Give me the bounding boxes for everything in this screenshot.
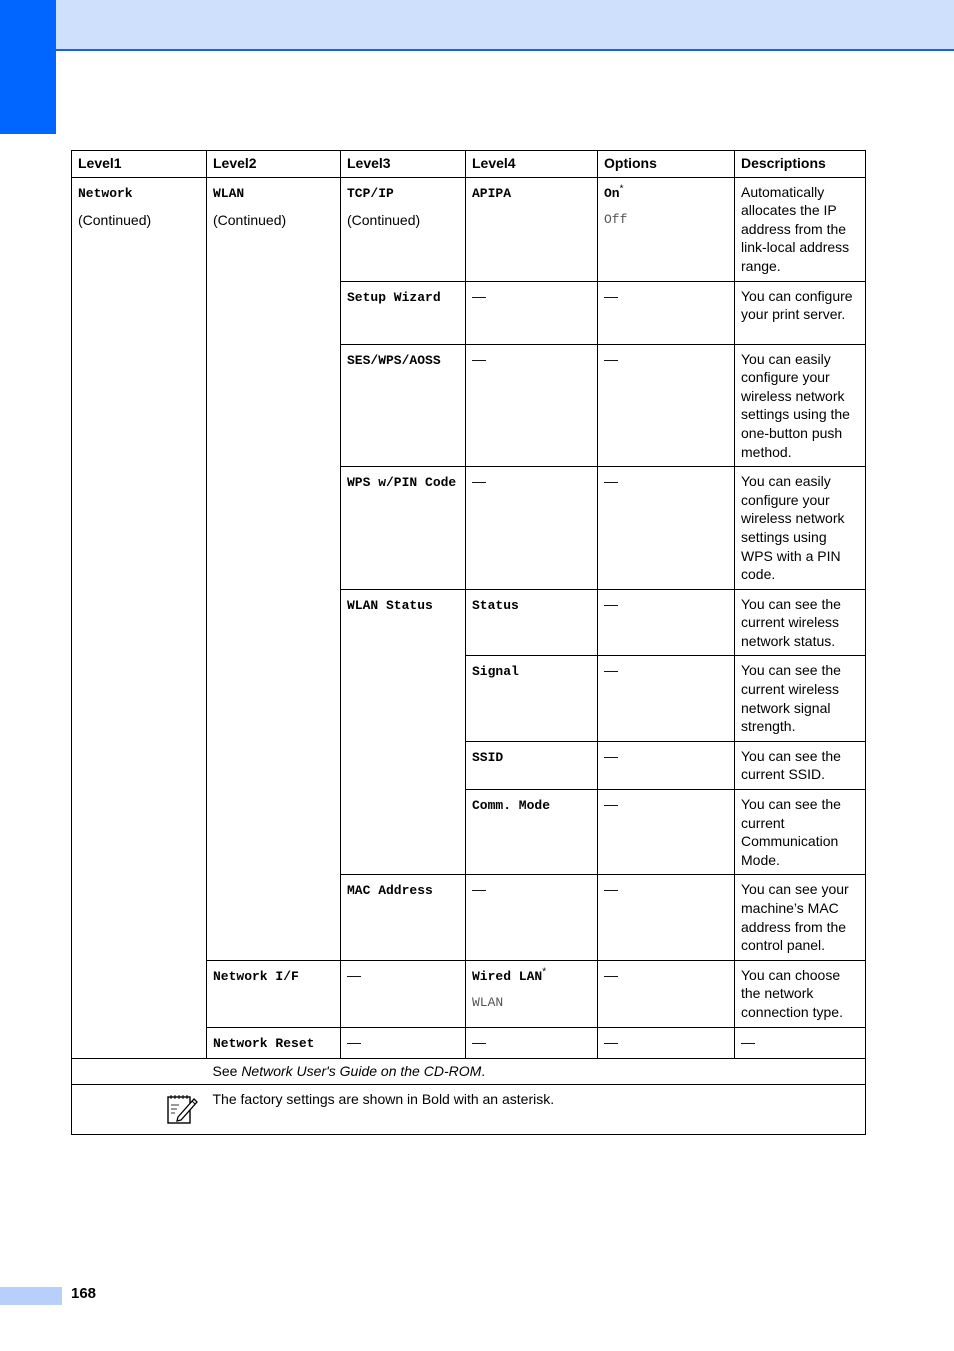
see-guide-note: See Network User's Guide on the CD-ROM. bbox=[207, 1059, 866, 1085]
header-descriptions: Descriptions bbox=[735, 151, 866, 178]
footnote-text: The factory settings are shown in Bold with an asterisk. bbox=[207, 1084, 866, 1135]
options-cell: — bbox=[598, 589, 735, 656]
level2-network-if: Network I/F bbox=[213, 968, 299, 984]
level3-cell bbox=[341, 177, 466, 281]
level1-cell bbox=[72, 177, 207, 1059]
description-cell: You can see the current Communication Mode. bbox=[735, 790, 866, 875]
description-cell: You can configure your print server. bbox=[735, 281, 866, 344]
level2-cell bbox=[207, 177, 341, 960]
settings-menu-table bbox=[71, 150, 866, 1135]
level1-continued: (Continued) bbox=[78, 212, 152, 229]
level1-name: Network bbox=[78, 185, 133, 201]
level3-wps-pin: WPS w/PIN Code bbox=[347, 475, 457, 491]
level3-cell: — bbox=[341, 1027, 466, 1059]
option-other: Off bbox=[604, 212, 628, 228]
default-asterisk: * bbox=[619, 182, 624, 194]
options-cell: — bbox=[598, 1027, 735, 1059]
header-level4: Level4 bbox=[466, 151, 598, 178]
level4-cell: — bbox=[466, 344, 598, 467]
options-cell: — bbox=[598, 281, 735, 344]
level3-cell: — bbox=[341, 960, 466, 1027]
level3-ses-wps-aoss: SES/WPS/AOSS bbox=[347, 352, 441, 368]
option-default: On bbox=[604, 185, 620, 201]
level3-tcpip: TCP/IP bbox=[347, 185, 394, 201]
description-cell: You can see your machine’s MAC address from the control panel. bbox=[735, 875, 866, 960]
options-cell: — bbox=[598, 344, 735, 467]
level2-network-reset: Network Reset bbox=[213, 1035, 315, 1051]
see-guide-row bbox=[72, 1059, 866, 1085]
footnote-row bbox=[72, 1084, 866, 1135]
description-cell: You can easily configure your wireless network settings using WPS with a PIN code. bbox=[735, 467, 866, 590]
page-number: 168 bbox=[71, 1285, 97, 1302]
option-wired-lan: Wired LAN bbox=[472, 968, 543, 984]
level3-mac-address: MAC Address bbox=[347, 883, 433, 899]
level4-signal: Signal bbox=[472, 664, 519, 680]
level4-cell: — bbox=[466, 281, 598, 344]
options-cell: — bbox=[598, 467, 735, 590]
page-number-tab bbox=[0, 1287, 62, 1305]
level4-cell bbox=[466, 960, 598, 1027]
options-cell bbox=[598, 177, 735, 281]
level4-cell: — bbox=[466, 467, 598, 590]
description-cell: You can easily configure your wireless network settings using the one-button push method. bbox=[735, 344, 866, 467]
level4-cell bbox=[466, 177, 598, 281]
header-level3: Level3 bbox=[341, 151, 466, 178]
header-options: Options bbox=[598, 151, 735, 178]
level2-name: WLAN bbox=[213, 185, 245, 201]
description-cell: — bbox=[735, 1027, 866, 1059]
level4-ssid: SSID bbox=[472, 749, 504, 765]
options-cell: — bbox=[598, 790, 735, 875]
description-cell: You can see the current SSID. bbox=[735, 741, 866, 789]
level4-comm-mode: Comm. Mode bbox=[472, 798, 551, 814]
header-band bbox=[0, 0, 954, 51]
description-cell: Automatically allocates the IP address from the link-local address range. bbox=[735, 177, 866, 281]
level4-status: Status bbox=[472, 597, 519, 613]
level3-continued: (Continued) bbox=[347, 212, 421, 229]
header-level2: Level2 bbox=[207, 151, 341, 178]
level4-apipa: APIPA bbox=[472, 185, 512, 201]
description-cell: You can choose the network connection type. bbox=[735, 960, 866, 1027]
note-icon-cell bbox=[72, 1084, 207, 1135]
level2-continued: (Continued) bbox=[213, 212, 287, 229]
chapter-tab-marker bbox=[0, 0, 56, 134]
description-cell: You can see the current wireless network signal strength. bbox=[735, 656, 866, 741]
header-level1: Level1 bbox=[72, 151, 207, 178]
option-wlan: WLAN bbox=[472, 995, 504, 1011]
table-header-row bbox=[72, 151, 866, 178]
guide-title: Network User's Guide on the CD-ROM bbox=[241, 1063, 482, 1080]
table-row bbox=[72, 177, 866, 281]
default-asterisk: * bbox=[542, 966, 547, 978]
level4-cell: — bbox=[466, 875, 598, 960]
options-cell: — bbox=[598, 960, 735, 1027]
level4-cell: — bbox=[466, 1027, 598, 1059]
level3-setup-wizard: Setup Wizard bbox=[347, 289, 441, 305]
options-cell: — bbox=[598, 741, 735, 789]
description-cell: You can see the current wireless network status. bbox=[735, 589, 866, 656]
options-cell: — bbox=[598, 875, 735, 960]
level3-wlan-status: WLAN Status bbox=[347, 597, 433, 613]
note-pencil-icon bbox=[165, 1091, 199, 1125]
options-cell: — bbox=[598, 656, 735, 741]
